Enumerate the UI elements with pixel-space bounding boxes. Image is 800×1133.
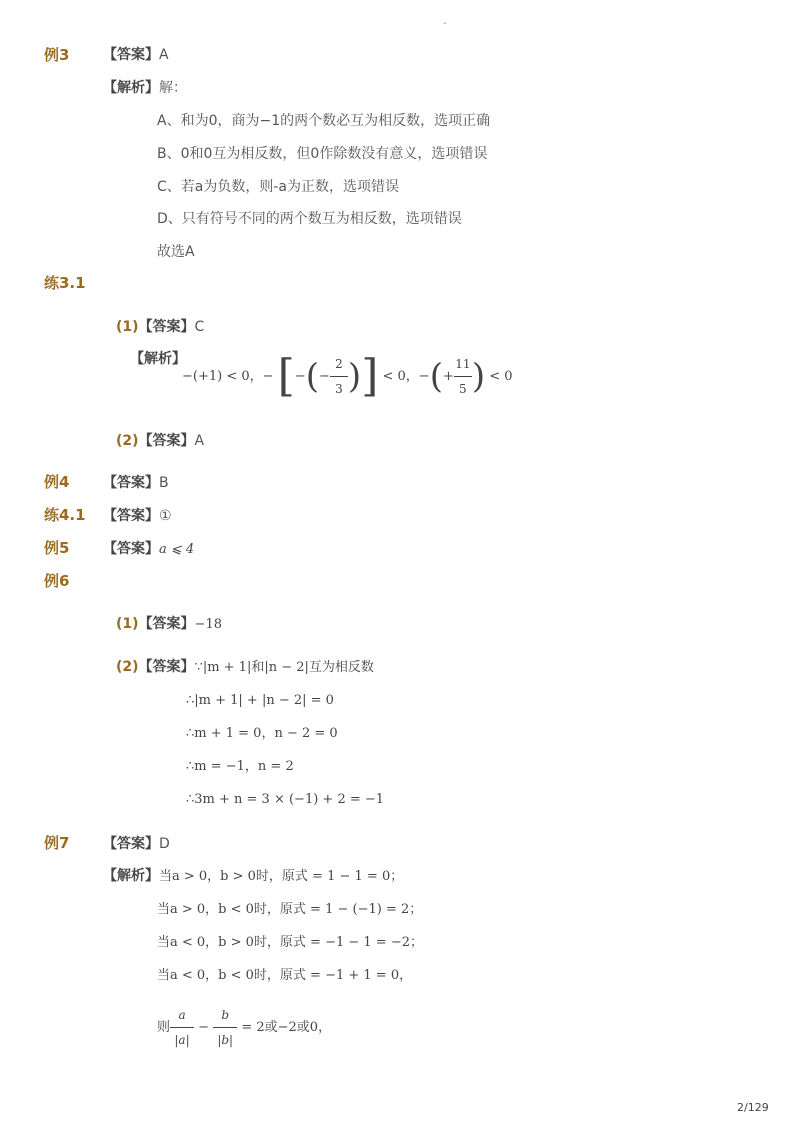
answer-tag: 【答案】 bbox=[103, 508, 159, 524]
part-label: (2) bbox=[116, 659, 139, 675]
denominator: 3 bbox=[335, 382, 343, 396]
part-label: (1) bbox=[116, 319, 139, 335]
example-6-label: 例6 bbox=[44, 572, 70, 590]
exercise-3-1-part-2 bbox=[116, 432, 204, 450]
example-3-analysis bbox=[103, 79, 187, 97]
answer-tag: 【答案】 bbox=[138, 616, 195, 632]
answer-tag: 【答案】 bbox=[138, 433, 195, 449]
answer-tag: 【答案】 bbox=[103, 475, 159, 491]
analysis-conclusion: 故选A bbox=[157, 244, 195, 260]
fraction-a-over-abs-a bbox=[170, 1008, 194, 1047]
example-5-answer bbox=[103, 540, 194, 559]
result-prefix: 则 bbox=[157, 1020, 171, 1035]
example-4-label: 例4 bbox=[44, 473, 70, 491]
formula-part: − bbox=[294, 369, 306, 384]
paren-close: ) bbox=[471, 356, 486, 397]
proof-step: ∴m = −1，n = 2 bbox=[186, 759, 294, 774]
example-7-answer bbox=[103, 835, 170, 853]
denominator: |b| bbox=[217, 1033, 234, 1047]
answer-value: B bbox=[159, 475, 169, 491]
fraction-eleven-fifths bbox=[454, 357, 472, 396]
exercise-4-1-label: 练4.1 bbox=[44, 506, 86, 524]
proof-step: ∴m + 1 = 0，n − 2 = 0 bbox=[186, 726, 338, 741]
paren-open: ( bbox=[305, 356, 320, 397]
example-3-answer bbox=[103, 46, 169, 64]
analysis-line: A、和为0，商为−1的两个数必互为相反数，选项正确 bbox=[157, 113, 491, 129]
inequality-formula bbox=[182, 352, 513, 402]
case-line: 当a < 0，b > 0时，原式 = −1 − 1 = −2； bbox=[157, 935, 423, 950]
example-3-label: 例3 bbox=[44, 46, 70, 64]
paren-close: ) bbox=[347, 356, 362, 397]
denominator: 5 bbox=[459, 382, 467, 396]
numerator: 11 bbox=[455, 357, 471, 371]
case-line: 当a < 0，b < 0时，原式 = −1 + 1 = 0， bbox=[157, 968, 413, 983]
example-7-label: 例7 bbox=[44, 834, 70, 852]
example-6-part-1 bbox=[116, 615, 222, 634]
numerator: a bbox=[178, 1008, 186, 1022]
fraction-bar bbox=[213, 1027, 237, 1028]
answer-tag: 【答案】 bbox=[103, 836, 159, 852]
example-6-part-2 bbox=[116, 658, 374, 677]
proof-step: ∴|m + 1| + |n − 2| = 0 bbox=[186, 693, 334, 708]
example-5-label: 例5 bbox=[44, 539, 70, 557]
answer-value: D bbox=[159, 836, 170, 852]
case-line: 当a > 0，b < 0时，原式 = 1 − (−1) = 2； bbox=[157, 902, 423, 917]
part-label: (2) bbox=[116, 433, 139, 449]
answer-value: A bbox=[194, 433, 205, 449]
analysis-line: B、0和0互为相反数，但0作除数没有意义，选项错误 bbox=[157, 146, 488, 162]
fraction-b-over-abs-b bbox=[213, 1008, 237, 1047]
minus-sign: − bbox=[198, 1020, 210, 1035]
numerator: 2 bbox=[335, 357, 343, 371]
page-number: 2/129 bbox=[737, 1101, 769, 1114]
fraction-bar bbox=[330, 376, 348, 377]
header-mark: - bbox=[443, 18, 447, 29]
answer-tag: 【答案】 bbox=[103, 47, 159, 63]
formula-part: − bbox=[319, 369, 330, 384]
answer-value: ① bbox=[159, 508, 172, 524]
part-label: (1) bbox=[116, 616, 139, 632]
case-line: 当a > 0，b > 0时，原式 = 1 − 1 = 0； bbox=[159, 869, 404, 884]
exercise-3-1-part-1 bbox=[116, 318, 204, 336]
final-result bbox=[157, 1000, 331, 1056]
answer-tag: 【答案】 bbox=[138, 659, 195, 675]
proof-line: ∵|m + 1|和|n − 2|互为相反数 bbox=[194, 660, 374, 675]
answer-value: C bbox=[194, 319, 205, 335]
answer-tag: 【答案】 bbox=[103, 541, 159, 557]
analysis-line: D、只有符号不同的两个数互为相反数，选项错误 bbox=[157, 211, 462, 227]
fraction-bar bbox=[454, 376, 472, 377]
example-7-analysis bbox=[103, 867, 403, 886]
analysis-tag: 【解析】 bbox=[130, 351, 186, 367]
result-suffix: = 2或−2或0， bbox=[241, 1020, 332, 1035]
fraction-bar bbox=[170, 1027, 194, 1028]
analysis-line: C、若a为负数，则-a为正数，选项错误 bbox=[157, 179, 399, 195]
analysis-intro: 解： bbox=[159, 80, 187, 96]
numerator: b bbox=[221, 1008, 230, 1022]
answer-tag: 【答案】 bbox=[138, 319, 195, 335]
analysis-tag: 【解析】 bbox=[103, 868, 159, 884]
paren-open: ( bbox=[429, 356, 443, 397]
formula-part: < 0，− bbox=[382, 369, 430, 384]
formula-part: + bbox=[442, 369, 454, 384]
answer-value: A bbox=[159, 47, 169, 63]
formula-part: −(+1) < 0，− bbox=[182, 369, 274, 384]
analysis-tag: 【解析】 bbox=[103, 80, 159, 96]
answer-value: −18 bbox=[194, 617, 222, 632]
formula-part: < 0 bbox=[489, 369, 513, 384]
example-4-answer bbox=[103, 474, 169, 492]
denominator: |a| bbox=[174, 1033, 190, 1047]
exercise-4-1-answer bbox=[103, 507, 172, 525]
proof-step: ∴3m + n = 3 × (−1) + 2 = −1 bbox=[186, 792, 385, 807]
exercise-3-1-label: 练3.1 bbox=[44, 274, 86, 292]
fraction-two-thirds bbox=[330, 357, 348, 396]
bracket-close: ] bbox=[361, 350, 379, 402]
answer-value: a ⩽ 4 bbox=[159, 542, 195, 557]
bracket-open: [ bbox=[277, 350, 295, 402]
